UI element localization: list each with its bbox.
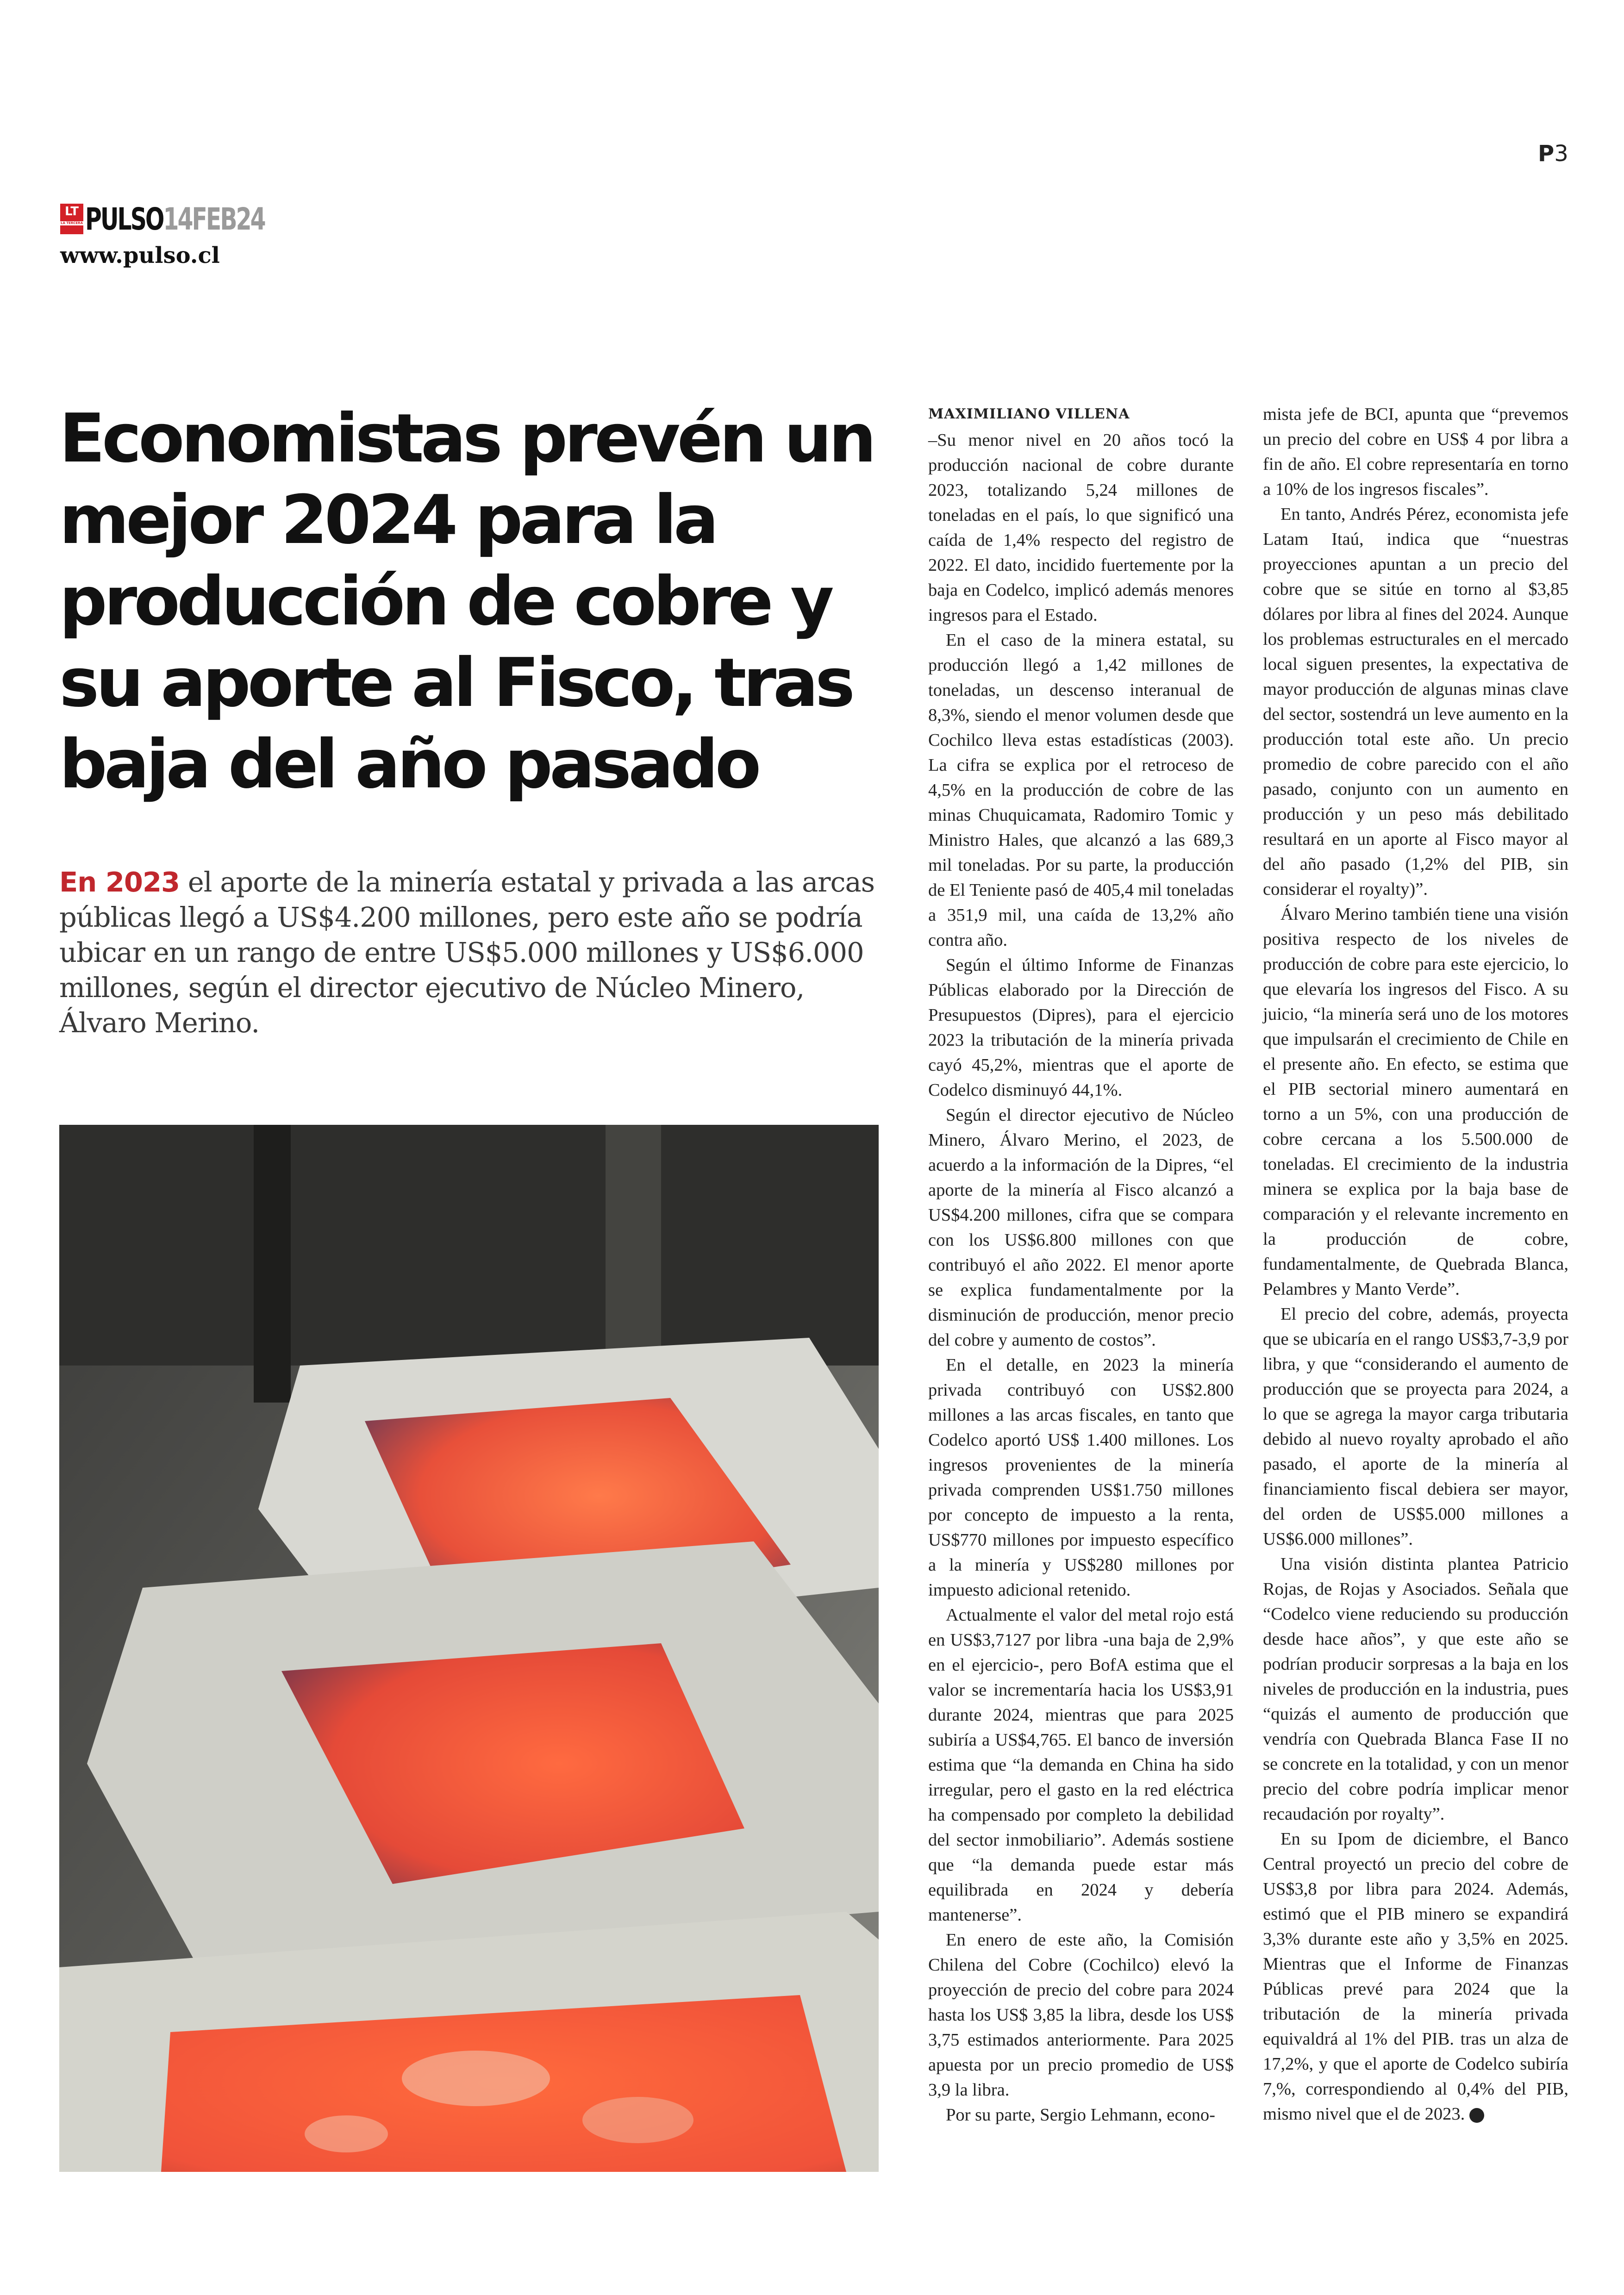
paragraph: En el detalle, en 2023 la minería privada contribuyó con US$2.800 millones a las arcas fiscales, en tanto que Codelco aportó US$ 1.400 millones. Los ingresos provenientes de la minería privada comprenden US$1.750 millones por concepto de impuesto a la renta, US$770 millones por impuesto específico a la minería y US$280 millones por impuesto adicional retenido. xyxy=(928,1355,1234,1600)
paragraph: Según el director ejecutivo de Núcleo Minero, Álvaro Merino, el 2023, de acuerdo a la información de la Dipres, “el aporte de la minería al Fisco alcanzó a US$4.200 millones, cifra que se compara con los US$6.800 millones con que contribuyó el año 2022. El menor aporte se explica fundamentalmente por la disminución de producción, menor precio del cobre y aumento de costos”. xyxy=(928,1105,1234,1350)
headline: Economistas prevén un mejor 2024 para la producción de cobre y su aporte al Fisco, tras baja del año pasado xyxy=(59,399,874,804)
deck-lead: En 2023 xyxy=(59,866,180,898)
deck xyxy=(59,865,893,1041)
paragraph: Una visión distinta plantea Patricio Rojas, de Rojas y Asociados. Señala que “Codelco viene reduciendo su producción desde hace años”, y que este año se podrían producir sorpresas a la baja en los niveles de producción en la industria, pues “quizás el aumento de producción que vendría con Quebrada Blanca Fase II no se concrete en la totalidad, y con un menor precio del cobre podría implicar menor recaudación por royalty”. xyxy=(1263,1554,1568,1824)
masthead xyxy=(60,201,328,237)
paragraph: En tanto, Andrés Pérez, economista jefe Latam Itaú, indica que “nuestras proyecciones apuntan a un precio del cobre que se sitúe en torno al $3,85 dólares por libra al fines del 2024. Aunque los problemas estructurales en el mercado local siguen presentes, la expectativa de mayor producción de algunas minas clave del sector, sostendrá un leve aumento en la producción total este año. Un precio promedio de cobre parecido con el año pasado, conjunto con un aumento en producción y un peso más debilitado resultará en un aporte al Fisco mayor al del año pasado (1,2% del PIB, sin considerar el royalty)”. xyxy=(1263,505,1568,899)
paragraph: mista jefe de BCI, apunta que “prevemos un precio del cobre en US$ 4 por libra a fin de año. El cobre representaría en torno a 10% de los ingresos fiscales”. xyxy=(1263,405,1568,499)
paragraph: En enero de este año, la Comisión Chilena del Cobre (Cochilco) elevó la proyección de precio del cobre para 2024 hasta los US$ 3,85 la libra, desde los US$ 3,75 estimados anteriormente. Para 2025 apuesta por un precio promedio de US$ 3,9 la libra. xyxy=(928,1930,1234,2100)
paragraph: Álvaro Merino también tiene una visión positiva respecto de los niveles de producción de cobre para este ejercicio, lo que elevaría los ingresos del Fisco. A su juicio, “la minería será uno de los motores que impulsarán el crecimiento de Chile en el presente año. En efecto, se estima que el PIB sectorial minero aumentará en torno a un 5%, con una producción de cobre cercana a los 5.500.000 de toneladas. El crecimiento de la industria minera se explica por la baja base de comparación y el relevante incremento en la producción de cobre, fundamentalmente, de Quebrada Blanca, Pelambres y Manto Verde”. xyxy=(1263,904,1568,1299)
section-name: PULSO14FEB24 xyxy=(85,201,265,237)
deck-text: el aporte de la minería estatal y privada a las arcas públicas llegó a US$4.200 millones, pero este año se podría ubicar en un rango de entre US$5.000 millones y US$6.000 millones, según el director ejecutivo de Núcleo Minero, Álvaro Merino. xyxy=(59,866,874,1039)
paragraph: –Su menor nivel en 20 años tocó la producción nacional de cobre durante 2023, totalizando 5,24 millones de toneladas en el país, lo que significó una caída de 1,4% respecto del registro de 2022. El dato, incidido fuertemente por la baja en Codelco, implicó además menores ingresos para el Estado. xyxy=(928,430,1234,625)
copper-anodes-photo xyxy=(59,1125,879,2172)
paragraph: Según el último Informe de Finanzas Públicas elaborado por la Dirección de Presupuestos (Dipres), para el ejercicio 2023 la tributación de la minería privada cayó 45,2%, mientras que el aporte de Codelco disminuyó 44,1%. xyxy=(928,955,1234,1100)
la-tercera-logo: LT LA TERCERA xyxy=(60,204,83,234)
page-number: P3 xyxy=(1538,141,1568,167)
website-link[interactable]: www.pulso.cl xyxy=(60,243,220,268)
paragraph: El precio del cobre, además, proyecta que se ubicaría en el rango US$3,7-3,9 por libra, y que “considerando el aumento de producción que se proyecta para 2024, a lo que se agrega la mayor carga tributaria debido al nuevo royalty aprobado el año pasado, el aporte de la minería al financiamiento fiscal debiera ser mayor, del orden de US$5.000 millones a US$6.000 millones”. xyxy=(1263,1304,1568,1549)
photo-illustration xyxy=(59,1125,879,2172)
article-column-2 xyxy=(1263,402,1568,2127)
byline: MAXIMILIANO VILLENA xyxy=(928,406,1130,422)
paragraph: Actualmente el valor del metal rojo está en US$3,7127 por libra -una baja de 2,9% en el ejercicio-, pero BofA estima que el valor se incrementaría hacia los US$3,91 durante 2024, mientras que para 2025 subiría a US$4,765. El banco de inversión estima que “la demanda en China ha sido irregular, pero el gasto en la red eléctrica ha compensado por completo la debilidad del sector inmobiliario”. Además sostiene que “la demanda puede estar más equilibrada en 2024 y debería mantenerse”. xyxy=(928,1605,1234,1925)
paragraph: En el caso de la minera estatal, su producción llegó a 1,42 millones de toneladas, un descenso interanual de 8,3%, siendo el menor volumen desde que Cochilco lleva estas estadísticas (2003). La cifra se explica por el retroceso de 4,5% en la producción de cobre de las minas Chuquicamata, Radomiro Tomic y Ministro Hales, que alcanzó a las 689,3 mil toneladas. Por su parte, la producción de El Teniente pasó de 405,4 mil toneladas a 351,9 mil, una caída de 13,2% año contra año. xyxy=(928,630,1234,950)
paragraph: En su Ipom de diciembre, el Banco Central proyectó un precio del cobre de US$3,8 por libra para 2024. Además, estimó que el PIB minero se expandirá 3,3% durante este año y 3,5% en 2025. Mientras que el Informe de Finanzas Públicas prevé para 2024 que la tributación de la minería privada equivaldrá al 1% del PIB. tras un alza de 17,2%, y que el aporte de Codelco subiría 7,%, correspondiendo al 0,4% del PIB, mismo nivel que el de 2023. P xyxy=(1263,1829,1568,2124)
article-column-1 xyxy=(928,402,1234,2127)
end-mark-icon: P xyxy=(1469,2108,1484,2123)
edition-date: 14FEB24 xyxy=(163,201,265,237)
paragraph: Por su parte, Sergio Lehmann, econo- xyxy=(946,2105,1215,2125)
